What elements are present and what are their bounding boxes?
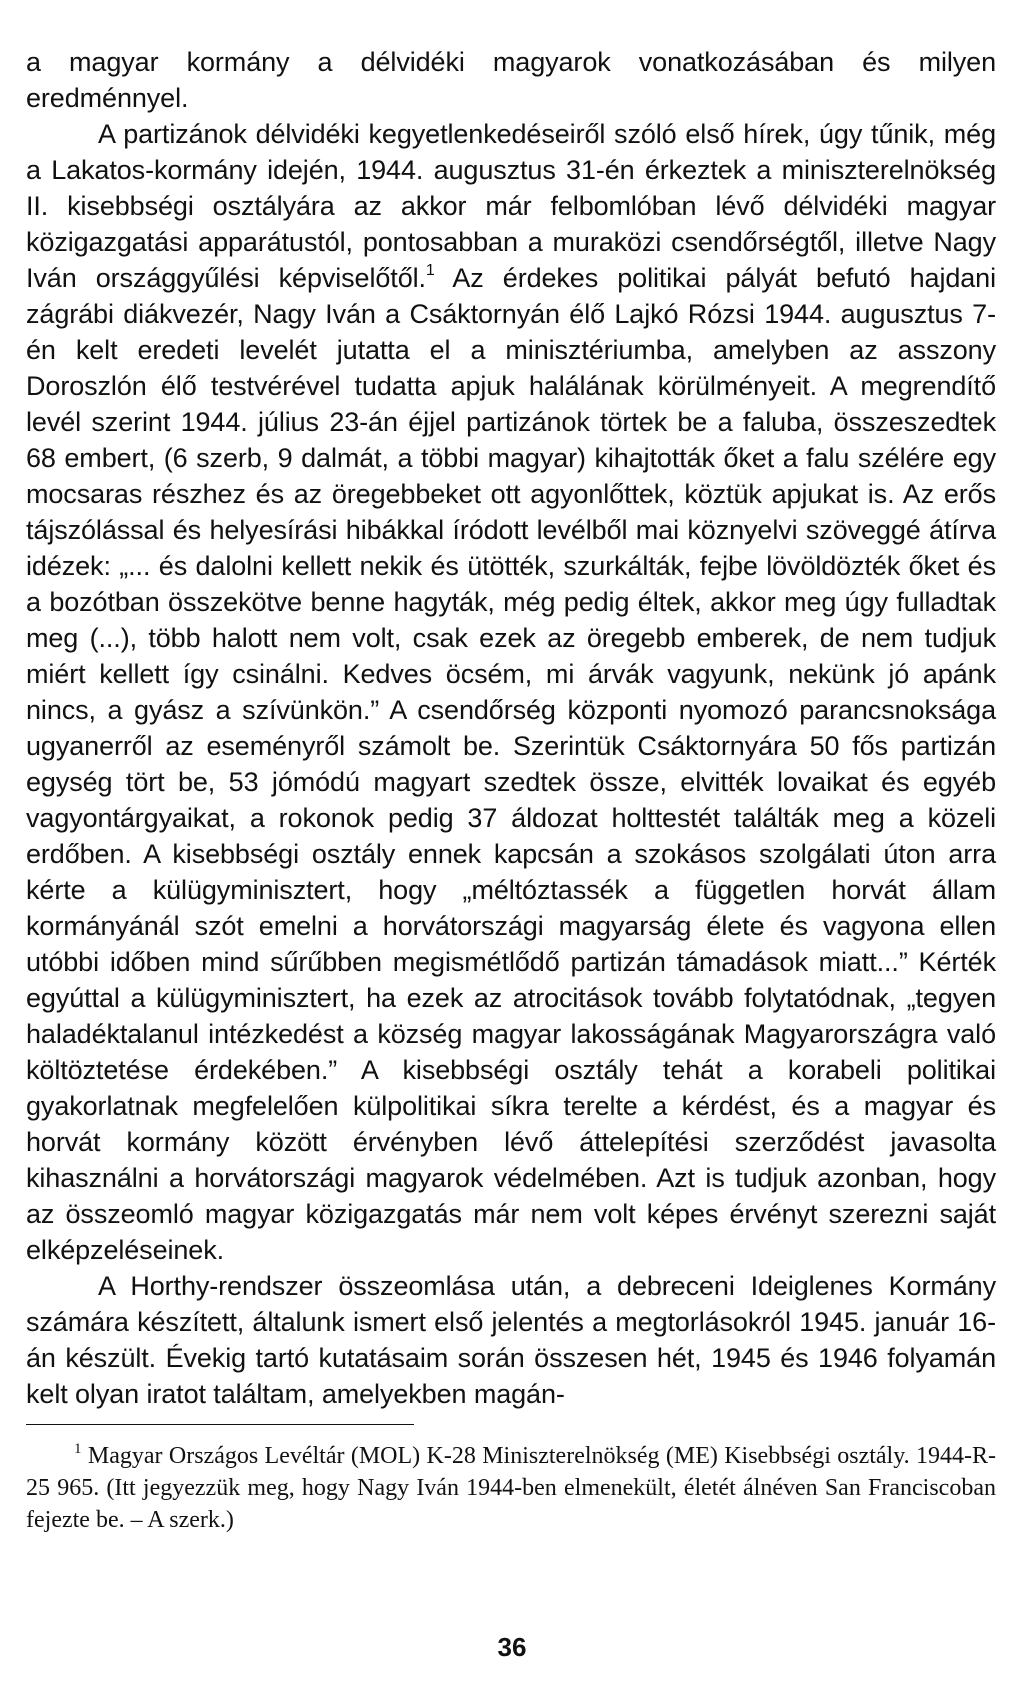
footnote-text: Magyar Országos Levéltár (MOL) K-28 Miniszterelnökség (ME) Kisebbségi osztály. 1944-R-25 965. (Itt jegyezzük meg, hogy Nagy Iván 1944-ben elmenekült, életét álnéven San Franciscoban fejezte be. – A szerk.) [26, 1443, 997, 1533]
page-number: 36 [497, 1632, 527, 1662]
paragraph-partisans-text: A partizánok délvidéki kegyetlenkedéseiről szóló első hírek, úgy tűnik, még a Lakatos-kormány idején, 1944. augusztus 31-én érkeztek a miniszterelnökség II. kisebbségi osztályára az akkor már felbomlóban lévő délvidéki magyar közigazgatási apparátustól, pontosabban a muraközi csendőrségtől, illetve Nagy Iván országgyűlési képviselőtől. [26, 119, 996, 293]
footnote-divider [26, 1424, 414, 1425]
footnote-paragraph [26, 1440, 996, 1536]
paragraph-partisans-continued: Az érdekes politikai pályát befutó hajdani zágrábi diákvezér, Nagy Iván a Csáktornyán élő Lajkó Rózsi 1944. augusztus 7-én kelt eredeti levelét jutatta el a minisztériumba, amelyben az asszony Doroszlón élő testvérével tudatta apjuk halálának körülményeit. A megrendítő levél szerint 1944. július 23-án éjjel partizánok törtek be a faluba, összeszedtek 68 embert, (6 szerb, 9 dalmát, a többi magyar) kihajtották őket a falu szélére egy mocsaras részhez és az öregebbeket ott agyonlőttek, köztük apjukat is. Az erős tájszólással és helyesírási hibákkal íródott levélből mai köznyelvi szöveggé átírva idézek: „... és dalolni kellett nekik és ütötték, szurkálták, fejbe lövöldözték őket és a bozótban összekötve benne hagyták, még pedig éltek, akkor meg úgy fulladtak meg (...), több halott nem volt, csak ezek az öregebb emberek, de nem tudjuk miért kellett így csinálni. Kedves öcsém, mi árvák vagyunk, nekünk jó apánk nincs, a gyász a szívünkön.” A csendőrség központi nyomozó parancsnoksága ugyanerről az eseményről számolt be. Szerintük Csáktornyára 50 fős partizán egység tört be, 53 jómódú magyart szedtek össze, elvitték lovaikat és egyéb vagyontárgyaikat, a rokonok pedig 37 áldozat holttestét találták meg a közeli erdőben. A kisebbségi osztály ennek kapcsán a szokásos szolgálati úton arra kérte a külügyminisztert, hogy „méltóztassék a független horvát állam kormányánál szót emelni a horvátországi magyarság élete és vagyona ellen utóbbi időben mind sűrűbben megismétlődő partizán támadások miatt...” Kérték egyúttal a külügyminisztert, ha ezek az atrocitások tovább folytatódnak, „tegyen haladéktalanul intézkedést a község magyar lakosságának Magyarországra való költöztetése érdekében.” A kisebbségi osztály tehát a korabeli politikai gyakorlatnak megfelelően külpolitikai síkra terelte a kérdést, és a magyar és horvát kormány között érvényben lévő áttelepítési szerződést javasolta kihasználni a horvátországi magyarok védelmében. Azt is tudjuk azonban, hogy az összeomló magyar közigazgatás már nem volt képes érvényt szerezni saját elképzeléseinek. [26, 263, 996, 1265]
paragraph-partisans [26, 116, 996, 1268]
footnote-reference[interactable]: 1 [425, 262, 435, 279]
body-text [26, 44, 996, 1412]
paragraph-intro: a magyar kormány a délvidéki magyarok vonatkozásában és milyen eredménnyel. [26, 47, 996, 113]
paragraph-horthy: A Horthy-rendszer összeomlása után, a debreceni Ideiglenes Kormány számára készített, általunk ismert első jelentés a megtorlásokról 1945. január 16-án készült. Évekig tartó kutatásaim során összesen hét, 1945 és 1946 folyamán kelt olyan iratot találtam, amelyekben magán- [26, 1271, 996, 1409]
footnote-marker: 1 [74, 1441, 82, 1457]
footnote [26, 1440, 996, 1536]
